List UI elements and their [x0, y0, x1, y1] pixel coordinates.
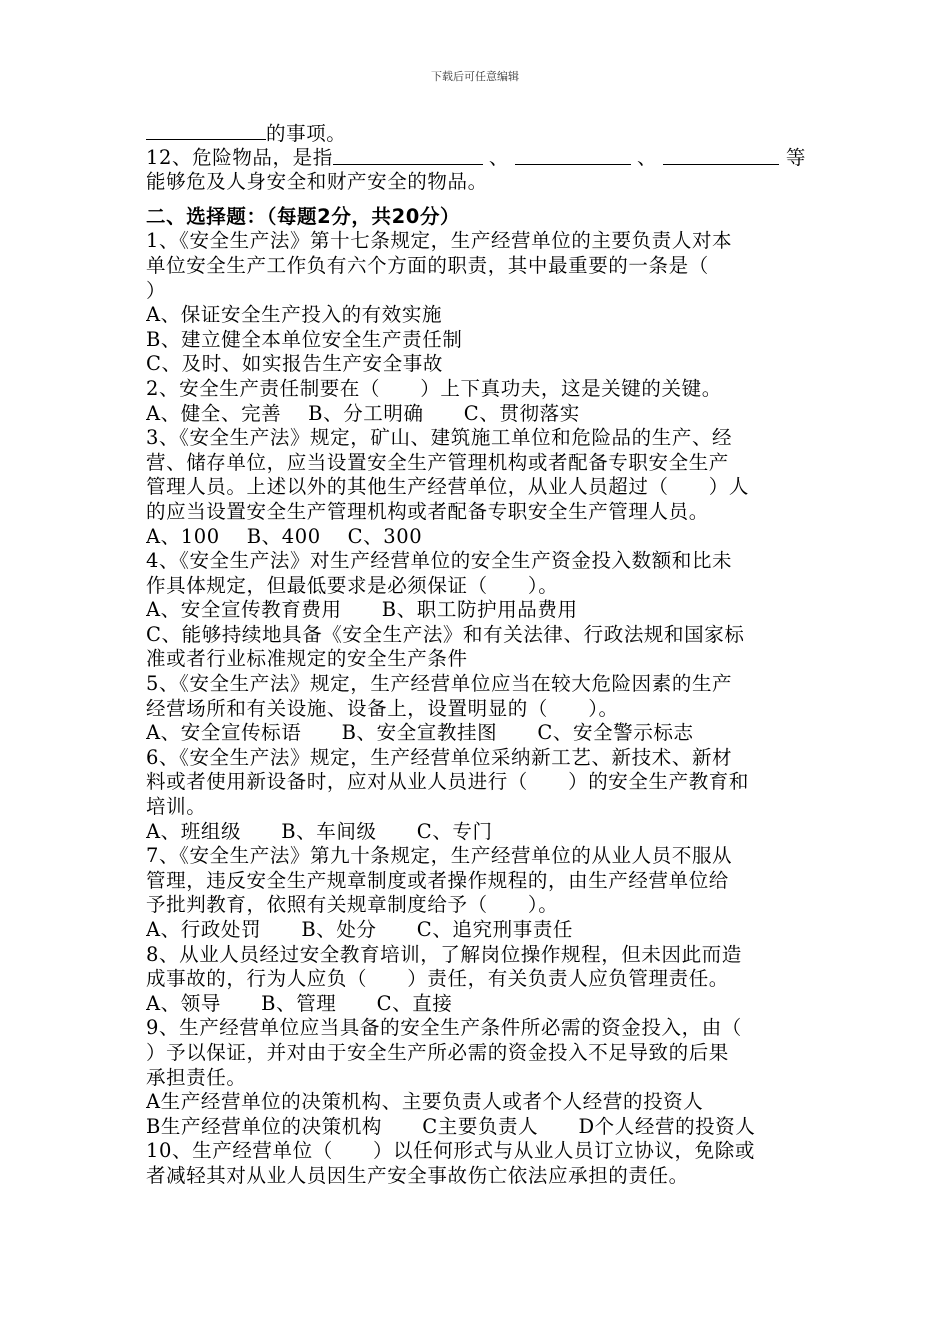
q11-tail-line [146, 121, 806, 146]
text-line: 4、《安全生产法》对生产经营单位的安全生产资金投入数额和比未 [146, 549, 733, 573]
text-line: 者减轻其对从业人员因生产安全事故伤亡依法应承担的责任。 [146, 1163, 689, 1187]
text-line: 管理，违反安全生产规章制度或者操作规程的，由生产经营单位给 [146, 868, 729, 892]
q12-separator: 、 [488, 145, 509, 169]
q12-continuation: 能够危及人身安全和财产安全的物品。 [146, 170, 488, 194]
answer-blank [515, 146, 631, 165]
q12-separator: 、 [636, 145, 658, 169]
text-line: B、建立健全本单位安全生产责任制 [146, 327, 463, 351]
question-list [146, 229, 806, 1188]
text-line: 经营场所和有关设施、设备上，设置明显的（ ）。 [146, 696, 619, 720]
text-line: A、行政处罚 B、处分 C、追究刑事责任 [146, 918, 574, 941]
text-line: 8、从业人员经过安全教育培训，了解岗位操作规程，但未因此而造 [146, 942, 742, 966]
text-line: 6、《安全生产法》规定，生产经营单位采纳新工艺、新技术、新材 [146, 745, 733, 769]
text-line: 管理人员。上述以外的其他生产经营单位，从业人员超过（ ）人 [146, 475, 750, 499]
text-line: A、保证安全生产投入的有效实施 [146, 303, 443, 327]
text-line: 料或者使用新设备时，应对从业人员进行（ ）的安全生产教育和 [146, 770, 750, 794]
text-line: 5、《安全生产法》规定，生产经营单位应当在较大危险因素的生产 [146, 672, 733, 696]
text-line: 3、《安全生产法》规定，矿山、建筑施工单位和危险品的生产、经 [146, 426, 733, 450]
section-heading: 二、选择题：（每题2分，共20分） [146, 204, 461, 228]
text-line: 成事故的，行为人应负（ ）责任，有关负责人应负管理责任。 [146, 967, 729, 991]
text-line: 9、生产经营单位应当具备的安全生产条件所必需的资金投入，由（ [146, 1016, 742, 1040]
text-line: 2、安全生产责任制要在（ ）上下真功夫，这是关键的关键。 [146, 376, 722, 400]
text-line: A、100 B、400 C、300 [146, 524, 423, 548]
answer-blank [663, 146, 779, 165]
text-line: ）予以保证，并对由于安全生产所必需的资金投入不足导致的后果 [146, 1040, 729, 1064]
text-line: A、班组级 B、车间级 C、专门 [146, 819, 493, 843]
text-line: 作具体规定，但最低要求是必须保证（ ）。 [146, 573, 559, 597]
text-line: 承担责任。 [146, 1065, 247, 1089]
text-line: A、健全、完善 B、分工明确 C、贯彻落实 [146, 401, 580, 425]
text-line: C、能够持续地具备《安全生产法》和有关法律、行政法规和国家标 [146, 622, 745, 646]
q12-tail: 等 [785, 145, 806, 169]
text-line: A生产经营单位的决策机构、主要负责人或者个人经营的投资人 [146, 1090, 704, 1114]
text-line: 准或者行业标准规定的安全生产条件 [146, 647, 468, 671]
text-line: 的应当设置安全生产管理机构或者配备专职安全生产管理人员。 [146, 499, 709, 523]
text-line: 予批判教育，依照有关规章制度给予（ ）。 [146, 893, 559, 917]
text-line: 营、储存单位，应当设置安全生产管理机构或者配备专职安全生产 [146, 450, 729, 474]
text-line: 1、《安全生产法》第十七条规定，生产经营单位的主要负责人对本 [146, 229, 733, 253]
answer-blank [146, 121, 266, 140]
page-header: 下载后可任意编辑 [431, 70, 519, 83]
text-line: 培训。 [146, 795, 207, 819]
answer-blank [333, 146, 483, 165]
text-line: A、安全宣传标语 B、安全宣教挂图 C、安全警示标志 [146, 721, 694, 745]
q11-tail-text: 的事项。 [266, 122, 347, 145]
text-line: A、领导 B、管理 C、直接 [146, 991, 453, 1015]
text-line: A、安全宣传教育费用 B、职工防护用品费用 [146, 598, 578, 622]
text-line: C、及时、如实报告生产安全事故 [146, 352, 443, 376]
text-line: 7、《安全生产法》第九十条规定，生产经营单位的从业人员不服从 [146, 844, 733, 868]
text-line: 单位安全生产工作负有六个方面的职责，其中最重要的一条是（ [146, 253, 709, 277]
text-line: B生产经营单位的决策机构 C主要负责人 D个人经营的投资人 [146, 1114, 756, 1138]
text-line: 10、生产经营单位（ ）以任何形式与从业人员订立协议，免除或 [146, 1139, 755, 1163]
q12-line [146, 146, 806, 171]
text-line: ） [146, 278, 167, 302]
q12-text: 12、危险物品，是指 [146, 145, 333, 169]
document-body [146, 121, 806, 1189]
